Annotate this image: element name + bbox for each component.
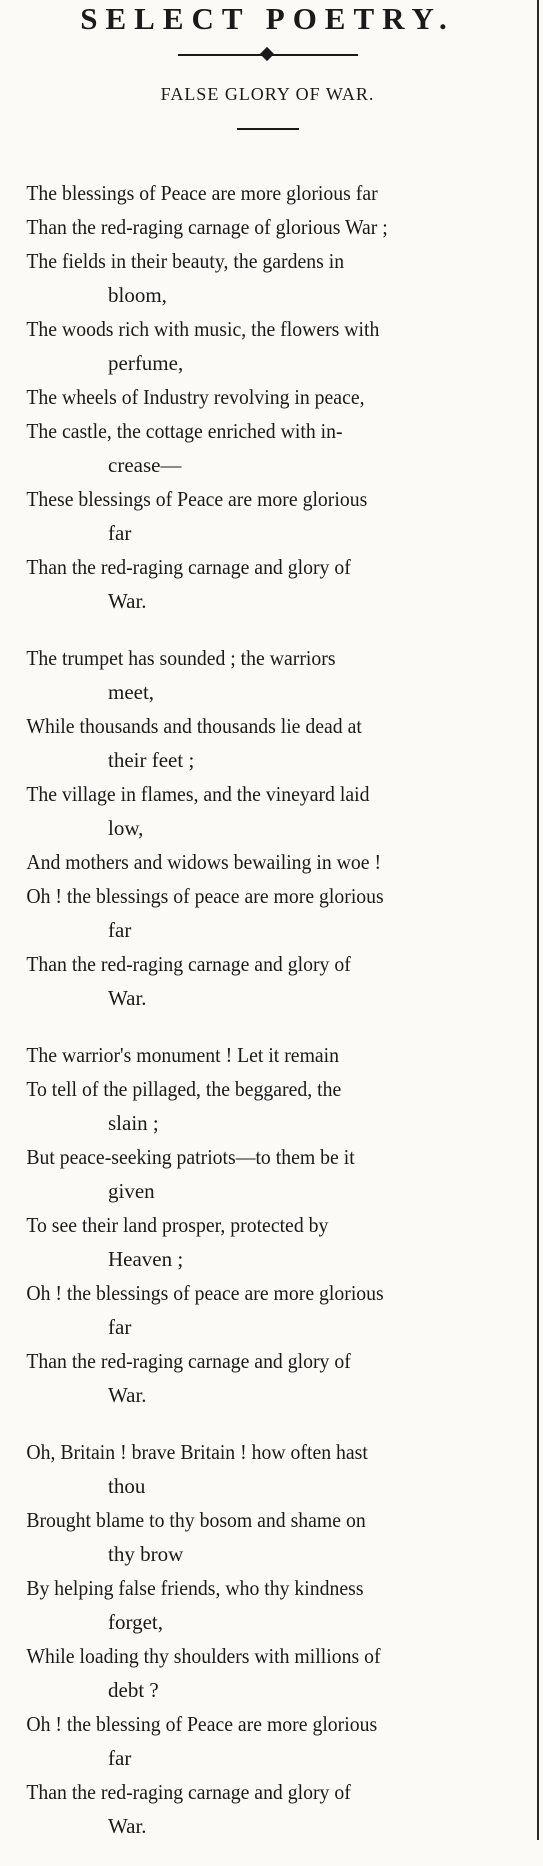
poem-line: While thousands and thousands lie dead at <box>26 714 362 738</box>
poem-line-turnover: War. <box>108 1814 147 1838</box>
poem-line-turnover: thy brow <box>108 1542 184 1566</box>
poem-line: Brought blame to thy bosom and shame on <box>26 1508 366 1532</box>
poem-line-turnover: far <box>108 1315 132 1339</box>
stanza <box>0 1038 535 1412</box>
poem-line: And mothers and widows bewailing in woe ! <box>26 850 382 874</box>
poem-line-turnover: far <box>108 1746 132 1770</box>
poem-line: The village in flames, and the vineyard laid <box>26 782 370 806</box>
poem-line-turnover: War. <box>108 986 147 1010</box>
poem-line-turnover: meet, <box>108 680 155 704</box>
poem-line: The blessings of Peace are more glorious far <box>26 181 378 205</box>
poem-line-turnover: bloom, <box>108 283 167 307</box>
poem-line: These blessings of Peace are more glorious <box>26 487 368 511</box>
poem-line: Than the red-raging carnage and glory of <box>26 555 351 579</box>
section-title: SELECT POETRY. <box>80 1 455 36</box>
poem-line: The trumpet has sounded ; the warriors <box>26 646 336 670</box>
poem-line-turnover: War. <box>108 589 147 613</box>
poem-line: The woods rich with music, the flowers with <box>26 317 380 341</box>
poem-line-turnover: far <box>108 521 132 545</box>
poem-line: By helping false friends, who thy kindness <box>26 1576 364 1600</box>
poem-line: Than the red-raging carnage and glory of <box>26 1780 351 1804</box>
diamond-icon <box>259 47 273 61</box>
poem-line: The warrior's monument ! Let it remain <box>26 1043 340 1067</box>
poem-line: To tell of the pillaged, the beggared, the <box>26 1077 342 1101</box>
column-header <box>0 0 535 130</box>
diamond-ornament-rule <box>178 48 358 62</box>
poem-line: The wheels of Industry revolving in peace, <box>26 385 365 409</box>
short-rule <box>237 128 299 130</box>
poem-line: The fields in their beauty, the gardens in <box>26 249 345 273</box>
poem-title: FALSE GLORY OF WAR. <box>160 84 375 104</box>
poem-line: Than the red-raging carnage and glory of <box>26 1349 351 1373</box>
poem-body <box>0 176 535 1866</box>
column-divider <box>537 0 539 1840</box>
poem-line: Oh, Britain ! brave Britain ! how often hast <box>26 1440 368 1464</box>
poem-line: Than the red-raging carnage of glorious War ; <box>26 215 388 239</box>
poem-line: Than the red-raging carnage and glory of <box>26 952 351 976</box>
poem-line-turnover: Heaven ; <box>108 1247 184 1271</box>
poem-line: While loading thy shoulders with millions of <box>26 1644 381 1668</box>
poem-line: The castle, the cottage enriched with in- <box>26 419 343 443</box>
poem-line: But peace-seeking patriots—to them be it <box>26 1145 355 1169</box>
poem-line-turnover: their feet ; <box>108 748 195 772</box>
poem-line: Oh ! the blessings of peace are more glorious <box>26 1281 384 1305</box>
poem-line: Oh ! the blessing of Peace are more glorious <box>26 1712 378 1736</box>
poem-line-turnover: thou <box>108 1474 146 1498</box>
poem-line-turnover: given <box>108 1179 155 1203</box>
poem-line-turnover: forget, <box>108 1610 164 1634</box>
poem-line: Oh ! the blessings of peace are more glorious <box>26 884 384 908</box>
poem-line-turnover: debt ? <box>108 1678 159 1702</box>
poem-line-turnover: crease— <box>108 453 182 477</box>
stanza <box>0 641 535 1015</box>
poem-line-turnover: War. <box>108 1383 147 1407</box>
stanza <box>0 176 535 618</box>
poem-line: To see their land prosper, protected by <box>26 1213 329 1237</box>
poem-line-turnover: slain ; <box>108 1111 159 1135</box>
poem-line-turnover: perfume, <box>108 351 184 375</box>
stanza <box>0 1435 535 1843</box>
poem-line-turnover: far <box>108 918 132 942</box>
poem-line-turnover: low, <box>108 816 144 840</box>
